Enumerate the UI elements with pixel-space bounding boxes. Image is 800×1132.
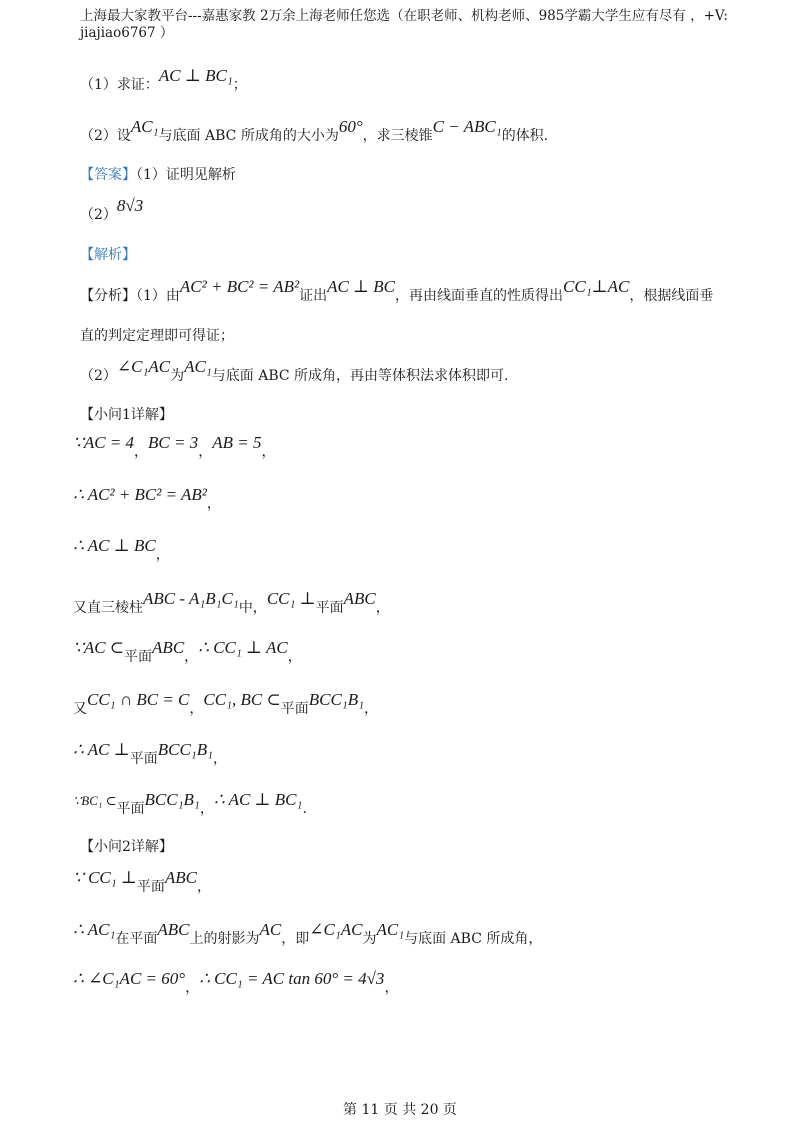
sub1-r4-text-2: 中， [238,600,267,616]
sub2-title: 【小问2详解】 [80,839,173,855]
sub1-r7-text-1: 平面 [129,751,158,767]
sub2-r3-text-1: ， [185,980,200,996]
sub1-row-5 [73,638,302,666]
fenxi-p2-text-1: 为 [170,368,185,384]
fenxi-math-1: AC² + BC² = AB² [179,277,300,296]
sub1-r1-sep-1: ， [134,444,149,460]
sub1-r6-text-4: ， [364,701,378,717]
sub1-r6-math-1: CC₁ ∩ BC = C [87,690,190,709]
sub2-r2-text-4: 为 [362,931,377,947]
sub1-row-8 [73,790,307,818]
sub1-r2-math: ∴ AC² + BC² = AB² [73,485,207,504]
sub2-r1-text-2: ， [197,879,212,895]
question-2 [80,117,549,145]
answer-part-2-label: （2） [80,207,117,223]
sub1-r5-math-1: ∵AC ⊂ [73,638,125,657]
sub2-r2-math-2: ABC [157,920,190,939]
sub1-r6-math-3: BCC₁B₁ [308,690,364,709]
question-1 [80,66,247,94]
q2-math-2: 60° [338,117,363,136]
q2-text-2: ，求三棱锥 [362,128,433,144]
answer-line-1 [80,166,236,184]
q2-label: （2）设 [80,128,131,144]
sub1-r8-text-2: ， [199,801,214,817]
sub1-row-3 [73,536,170,564]
sub1-r2-sep: ， [206,496,221,512]
sub2-r2-text-5: 与底面 ABC 所成角， [404,931,543,947]
header-line-2: jiajiao6767 ） [80,25,174,41]
fenxi-text-1: （1）由 [136,288,180,304]
sub1-r4-math-3: ABC [343,589,376,608]
sub1-r7-math-2: BCC₁B₁ [157,740,214,759]
sub2-r3-math-1: ∴ ∠C₁AC = 60° [73,969,186,988]
sub2-r2-math-3: AC [259,920,282,939]
sub1-r5-text-2: ， [184,649,199,665]
sub2-r1-math-1: ∵ CC₁ ⊥ [73,868,137,887]
sub1-r6-math-2: CC₁, BC ⊂ [203,690,281,709]
q2-math-1: AC₁ [130,117,159,136]
sub2-r2-math-1: ∴ AC₁ [73,920,116,939]
sub1-r4-math-1: ABC - A₁B₁C₁ [143,589,239,608]
fenxi-p2-math-1: ∠C₁AC [116,357,171,376]
q1-label: （1）求证： [80,77,159,93]
sub1-r8-text-1: 平面 [116,801,145,817]
page-number: 第 11 页 共 20 页 [343,1102,457,1118]
sub1-r6-text-3: 平面 [280,701,309,717]
answer-part-1: （1）证明见解析 [136,167,236,183]
sub1-r7-text-2: ， [213,751,228,767]
sub1-r8-math-3: ∴ AC ⊥ BC₁ [213,790,303,809]
fenxi-text-4: ，根据线面垂 [629,288,714,304]
header-line-1: 上海最大家教平台---嘉惠家教 2万余上海老师任您选（在职老师、机构老师、985学霸大学生应有尽有 ，+V: [80,8,728,24]
sub1-r1-math-e: AB = 5 [212,433,262,452]
sub1-r4-text-4: ， [375,600,390,616]
sub2-r2-math-4: ∠C₁AC [309,920,363,939]
sub1-r4-math-2: CC₁ ⊥ [266,589,316,608]
fenxi-line-1 [80,277,714,305]
sub2-r3-math-2: ∴ CC₁ = AC tan 60° = 4√3 [199,969,385,988]
sub1-r3-math: ∴ AC ⊥ BC [73,536,156,555]
sub1-title: 【小问1详解】 [80,407,173,423]
fenxi-p2-math-2: AC₁ [184,357,212,376]
fenxi-line-3 [80,357,509,385]
sub1-r3-sep: ， [155,547,170,563]
sub2-r3-text-2: ， [384,980,399,996]
fenxi-tag: 【分析】 [80,288,136,304]
sub2-r2-text-2: 上的射影为 [189,931,260,947]
sub1-r1-sep-3: ， [261,444,276,460]
q1-tail: ； [232,77,247,93]
sub1-r5-text-1: 平面 [124,649,153,665]
fenxi-text-2: 证出 [299,288,328,304]
sub2-r2-text-3: ，即 [281,931,310,947]
sub1-r5-text-3: ， [287,649,302,665]
sub1-row-1 [73,433,276,461]
sub1-r6-text-2: ， [189,701,204,717]
sub2-r2-text-1: 在平面 [115,931,158,947]
sub2-r1-text-1: 平面 [136,879,165,895]
fenxi-math-2: AC ⊥ BC [327,277,396,296]
sub2-row-3 [73,969,399,997]
sub1-r1-math-a: ∵AC = 4 [73,433,135,452]
sub2-row-1 [73,868,212,896]
sub1-row-7 [73,740,228,768]
sub1-r5-math-2: ABC [152,638,185,657]
answer-tag: 【答案】 [80,167,136,183]
sub1-r1-sep-2: ， [198,444,213,460]
q1-math: AC ⊥ BC₁ [158,66,233,85]
sub1-r4-text-3: 平面 [315,600,344,616]
sub1-r7-math-1: ∴ AC ⊥ [73,740,130,759]
sub1-row-2 [73,485,221,513]
analysis-tag: 【解析】 [80,247,136,263]
sub1-r5-math-3: ∴ CC₁ ⊥ AC [198,638,288,657]
q2-math-3: C − ABC₁ [432,117,502,136]
fenxi-math-3: CC₁⊥AC [563,277,630,296]
sub1-r1-math-c: BC = 3 [148,433,199,452]
fenxi-line-2: 直的判定定理即可得证； [80,328,234,344]
fenxi-p2-label: （2） [80,368,117,384]
sub1-row-6 [73,690,378,718]
sub2-r1-math-2: ABC [164,868,198,887]
sub2-row-2 [73,920,543,948]
sub2-r2-math-5: AC₁ [376,920,405,939]
fenxi-text-3: ，再由线面垂直的性质得出 [395,288,564,304]
sub1-r8-math-1: ∵BC₁ ⊂ [73,793,117,808]
sub1-r4-text-1: 又直三棱柱 [73,600,143,616]
q2-text-3: 的体积. [501,128,549,144]
answer-part-2-math: 8√3 [116,196,144,215]
sub1-r8-math-2: BCC₁B₁ [144,790,200,809]
sub1-r8-text-3: . [302,801,307,817]
sub1-r6-text-1: 又 [73,701,87,717]
sub1-row-4 [73,589,390,617]
fenxi-p2-text-2: 与底面 ABC 所成角，再由等体积法求体积即可. [211,368,509,384]
answer-line-2 [80,196,144,224]
q2-text-1: 与底面 ABC 所成角的大小为 [158,128,339,144]
